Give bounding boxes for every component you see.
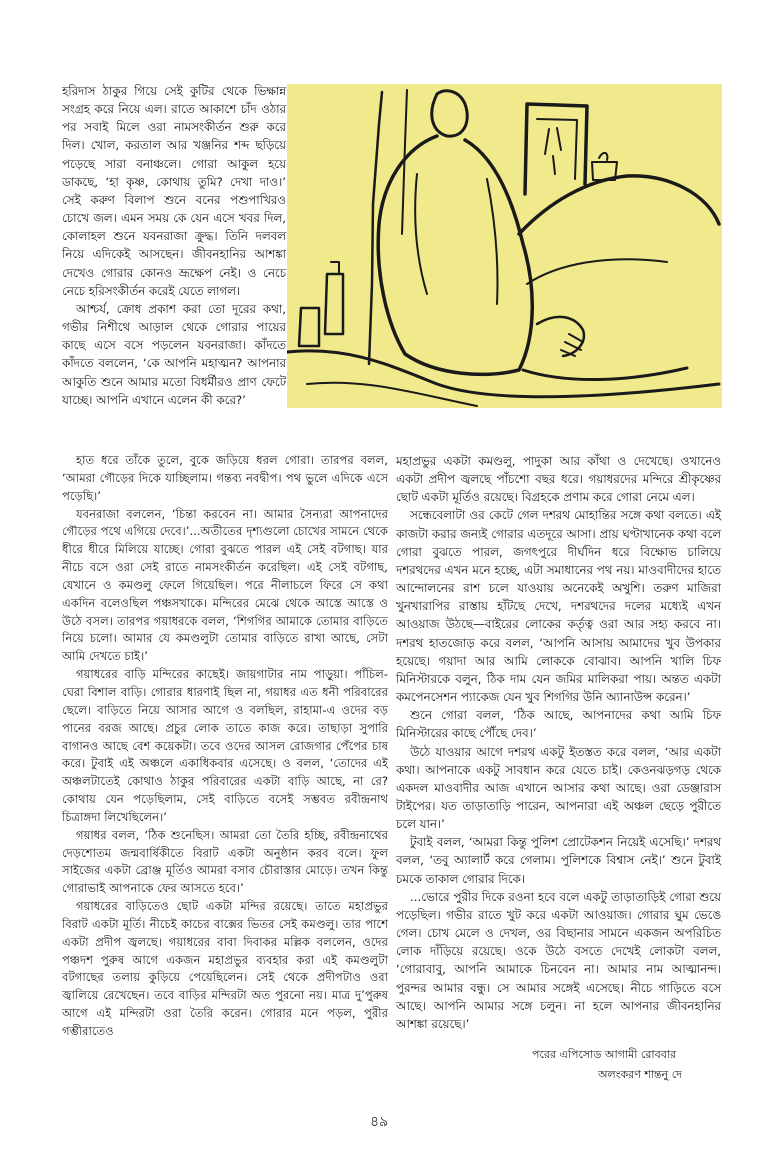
- illustration: [287, 84, 722, 408]
- text-column-left: [62, 452, 388, 1041]
- paragraph: মহাপ্রভুর একটা কমণ্ডলু, পাদুকা আর কাঁথা ও দেখেছে। ওখানেও একটা প্রদীপ জ্বলছে পাঁচশো বছর ধরে। গয়াধরদের মন্দিরে শ্রীকৃষ্ণের ছোট একটা মূর্তিও রয়েছে। বিগ্রহকে প্রণাম করে গোরা নেমে এল।: [396, 454, 721, 505]
- text-column-top-left: [62, 82, 286, 409]
- paragraph: সন্ধেবেলাটা ওর কেটে গেল দশরথ মোহান্তির সঙ্গে কথা বলতে। এই কাজটা করার জন্যই গোরার এতদূরে আসা। প্রায় ঘণ্টাখানেক কথা বলে গোরা বুঝতে পারল, জগৎপুরে দীর্ঘদিন ধরে বিক্ষোভ চালিয়ে দশরথদের এখন মনে হচ্ছে, এটা সমাধানের পথ নয়। মাওবাদীদের হাতে আন্দোলনের রাশ চলে যাওয়ায় অনেকেই অখুশি। তরুণ মাজিরা খুনখারাপির রাস্তায় হাঁটছে দেখে, দশরথদের দলের মধ্যেই এখন আওয়াজ উঠছে—বাইরের লোকের কর্তৃত্ব ওরা আর সহ্য করবে না। দশরথ হাতজোড় করে বলল, ‘আপনি আসায় আমাদের খুব উপকার হয়েছে। গয়াদা আর আমি লোককে বোঝাব। আপনি খালি চিফ মিনিস্টারকে বলুন, ঠিক দাম যেন জমির মালিকরা পায়। অন্তত একটা কমপেনসেশন প্যাকেজ যেন খুব শিগগির উনি অ্যানাউন্স করেন।’: [396, 508, 721, 705]
- paragraph: টুবাই বলল, ‘আমরা কিন্তু পুলিশ প্রোটেকশন নিয়েই এসেছি।’ দশরথ বলল, ‘তবু অ্যালার্ট করে গেলাম। পুলিশকে বিশ্বাস নেই।’ শুনে টুবাই চমকে তাকাল গোরার দিকে।: [396, 835, 721, 886]
- paragraph: আশ্চর্য, ক্রোধ প্রকাশ করা তো দূরের কথা, গভীর নিশীথে আড়াল থেকে গোরার পায়ের কাছে এসে বসে পড়লেন যবনরাজা। কাঁদতে কাঁদতে বললেন, ‘কে আপনি মহাত্মন? আপনার আকুতি শুনে আমার মতো বিধর্মীরও প্রাণ ফেটে যাচ্ছে। আপনি এখানে এলেন কী করে?’: [62, 301, 286, 407]
- paragraph: গয়াধরের বাড়িতেও ছোট একটা মন্দির রয়েছে। তাতে মহাপ্রভুর বিরাট একটা মূর্তি। নীচেই কাচের বাক্সের ভিতর সেই কমণ্ডলু। তার পাশে একটা প্রদীপ জ্বলছে। গয়াধরের বাবা দিবাকর মল্লিক বললেন, ওদের পঞ্চদশ পুরুষ আগে একজন মহাপ্রভুর ব্যবহার করা এই কমণ্ডলুটা বটগাছের তলায় কুড়িয়ে পেয়েছিলেন। সেই থেকে প্রদীপটাও ওরা জ্বালিয়ে রেখেছেন। তবে বাড়ির মন্দিরটা অত পুরনো নয়। মাত্র দু’পুরুষ আগে এই মন্দিরটা ওরা তৈরি করেন। গোরার মনে পড়ল, পুরীর গম্ভীরাতেও: [62, 899, 388, 1038]
- page-number: ৪৯: [370, 1114, 389, 1130]
- paragraph: গয়াধরের বাড়ি মন্দিরের কাছেই। জায়গাটার নাম পাড়ুয়া। পাঁচিল-ঘেরা বিশাল বাড়ি। গোরার ধারণাই ছিল না, গয়াধর এত ধনী পরিবারের ছেলে। বাড়িতে নিয়ে আসার আগে ও বলছিল, রাহামা-এ ওদের বড় পানের বরজ আছে। প্রচুর লোক তাতে কাজ করে। তাছাড়া সুপারি বাগানও আছে বেশ কয়েকটা। তবে ওদের আসল রোজগার পেঁপের চাষ করে। টুবাই এই অঞ্চলে একাধিকবার এসেছে। ও বলল, ‘তোদের এই অঞ্চলটাতেই কোথাও ঠাকুর পরিবারের একটা বাড়ি আছে, না রে? কোথায় যেন পড়েছিলাম, সেই বাড়িতে বসেই সম্ভবত রবীন্দ্রনাথ চিত্রাঙ্গদা লিখেছিলেন।’: [62, 667, 388, 824]
- text-column-right: [396, 452, 721, 1033]
- paragraph: হরিদাস ঠাকুর গিয়ে সেই কুটির থেকে ভিক্ষান্ন সংগ্রহ করে নিয়ে এল। রাতে আকাশে চাঁদ ওঠার পর সবাই মিলে ওরা নামসংকীর্তন শুরু করে দিল। খোল, করতাল আর খঞ্জনির শব্দ ছড়িয়ে পড়েছে সারা বনাঞ্চলে। গোরা আকুল হয়ে ডাকছে, ‘হা কৃষ্ণ, কোথায় তুমি? দেখা দাও।’ সেই করুণ বিলাপ শুনে বনের পশুপাখিরও চোখে জল। এমন সময় কে যেন এসে খবর দিল, কোলাহল শুনে যবনরাজা ক্রুদ্ধ। তিনি দলবল নিয়ে এদিকেই আসছেন। জীবনহানির আশঙ্কা দেখেও গোরার কোনও ভ্রূক্ষেপ নেই। ও নেচে নেচে হরিসংকীর্তন করেই যেতে লাগল।: [62, 84, 286, 298]
- illustration-drawing: [287, 84, 722, 408]
- next-episode-note: পরের এপিসোড আগামী রোববার: [532, 1048, 677, 1061]
- paragraph: যবনরাজা বললেন, ‘চিন্তা করবেন না। আমার সৈন্যরা আপনাদের গৌড়ের পথে এগিয়ে দেবে।’...অতীতের দৃশ্যগুলো চোখের সামনে থেকে ধীরে ধীরে মিলিয়ে যাচ্ছে। গোরা বুঝতে পারল এই সেই বটগাছ। যার নীচে বসে ওরা সেই রাতে নামসংকীর্তন করেছিল। এই সেই বটগাছ, যেখানে ও কমণ্ডলু ফেলে গিয়েছিল। পরে নীলাচলে ফিরে সে কথা একদিন বলেওছিল পঞ্চসখাকে। মন্দিরের মেঝে থেকে আস্তে আস্তে ও উঠে বসল। তারপর গয়াধরকে বলল, ‘শিগগির আমাকে তোমার বাড়িতে নিয়ে চলো। আমার যে কমণ্ডলুটা তোমার বাড়িতে রাখা আছে, সেটা আমি দেখতে চাই।’: [62, 506, 388, 664]
- paragraph: শুনে গোরা বলল, ‘ঠিক আছে, আপনাদের কথা আমি চিফ মিনিস্টারের কাছে পৌঁছে দেব।’: [396, 708, 721, 741]
- illustrator-credit: অলংকরণ শান্তনু দে: [598, 1068, 682, 1081]
- paragraph: গয়াধর বলল, ‘ঠিক শুনেছিস। আমরা তো তৈরি হচ্ছি, রবীন্দ্রনাথের দেড়শোতম জন্মবার্ষিকীতে বিরাট একটা অনুষ্ঠান করব বলে। ফুল সাইজের একটা ব্রোঞ্জ মূর্তিও আমরা বসাব চৌরাস্তার মোড়ে। তখন কিন্তু গোরাভাই আপনাকে ফের আসতে হবে।’: [62, 827, 388, 896]
- paragraph: উঠে যাওয়ার আগে দশরথ একটু ইতস্তত করে বলল, ‘আর একটা কথা। আপনাকে একটু সাবধান করে যেতে চাই। কেওনঝড়গড় থেকে একদল মাওবাদীর আজ এখানে আসার কথা আছে। ওরা ডেঞ্জারাস টাইপের। যত তাড়াতাড়ি পারেন, আপনারা এই অঞ্চল ছেড়ে পুরীতে চলে যান।’: [396, 744, 721, 832]
- paragraph: ...ভোরে পুরীর দিকে রওনা হবে বলে একটু তাড়াতাড়িই গোরা শুয়ে পড়েছিল। গভীর রাতে খুট করে একটা আওয়াজ। গোরার ঘুম ভেঙে গেল। চোখ মেলে ও দেখল, ওর বিছানার সামনে একজন অপরিচিত লোক দাঁড়িয়ে রয়েছে। ওকে উঠে বসতে দেখেই লোকটা বলল, ‘গোরাবাবু, আপনি আমাকে চিনবেন না। আমার নাম আত্মানন্দ। পুরন্দর আমার বন্ধু। সে আমার সঙ্গেই এসেছে। নীচে গাড়িতে বসে আছে। আপনি আমার সঙ্গে চলুন। না হলে আপনার জীবনহানির আশঙ্কা রয়েছে।’: [396, 889, 721, 1031]
- paragraph: হাত ধরে তাঁকে তুলে, বুকে জড়িয়ে ধরল গোরা। তারপর বলল, ‘আমরা গৌড়ের দিকে যাচ্ছিলাম। গন্তব্য নবদ্বীপ। পথ ভুলে এদিকে এসে পড়েছি।’: [62, 453, 388, 503]
